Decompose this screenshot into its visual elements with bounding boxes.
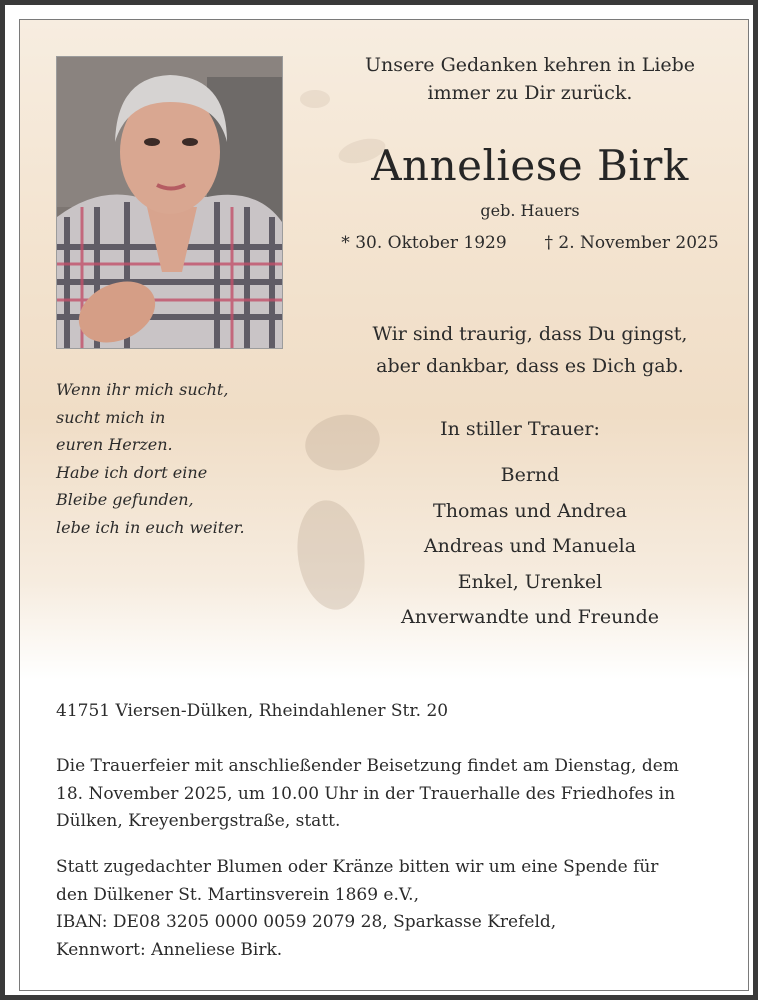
deceased-name: Anneliese Birk [371,141,689,190]
donation-notice-line: den Dülkener St. Martinsverein 1869 e.V., [56,884,419,905]
obituary-card [19,19,749,991]
life-dates [320,231,740,255]
funeral-notice-line: Dülken, Kreyenbergstraße, statt. [56,811,341,831]
donation-notice-line: IBAN: DE08 3205 0000 0059 2079 28, Sparkasse Krefeld, [56,912,557,932]
birth-date: * 30. Oktober 1929 [341,233,507,253]
top-quote-line: Unsere Gedanken kehren in Liebe [364,54,696,76]
funeral-notice [56,753,736,836]
verse-line: lebe ich in euch weiter. [56,517,245,537]
top-quote [320,51,740,107]
top-quote-line: immer zu Dir zurück. [427,82,633,104]
verse-line: Wenn ihr mich sucht, [56,380,229,399]
donation-notice-line: Kennwort: Anneliese Birk. [56,939,283,960]
verse-line: euren Herzen. [56,435,173,454]
mourner: Anverwandte und Freunde [401,606,659,628]
mourner: Enkel, Urenkel [457,570,603,593]
mourner: Bernd [500,464,560,486]
death-date: † 2. November 2025 [544,233,719,253]
verse-line: Bleibe gefunden, [56,490,194,509]
middle-quote [320,318,740,382]
portrait-photo [56,56,283,349]
birth-name: geb. Hauers [480,201,580,220]
mourner: Thomas und Andrea [433,499,627,522]
mourning-title: In stiller Trauer: [440,418,600,440]
middle-quote-line: Wir sind traurig, dass Du gingst, [372,323,688,345]
verse [56,376,306,541]
funeral-notice-line: 18. November 2025, um 10.00 Uhr in der Trauerhalle des Friedhofes in [56,783,676,804]
address: 41751 Viersen-Dülken, Rheindahlener Str. 20 [56,701,449,721]
mourner: Andreas und Manuela [423,535,637,557]
verse-line: sucht mich in [56,407,166,427]
funeral-notice-line: Die Trauerfeier mit anschließender Beisetzung findet am Dienstag, dem [56,756,679,776]
middle-quote-line: aber dankbar, dass es Dich gab. [376,355,684,377]
mourners-list [320,458,740,636]
donation-notice [56,854,736,964]
verse-line: Habe ich dort eine [56,462,208,482]
donation-notice-line: Statt zugedachter Blumen oder Kränze bitten wir um eine Spende für [56,857,659,877]
